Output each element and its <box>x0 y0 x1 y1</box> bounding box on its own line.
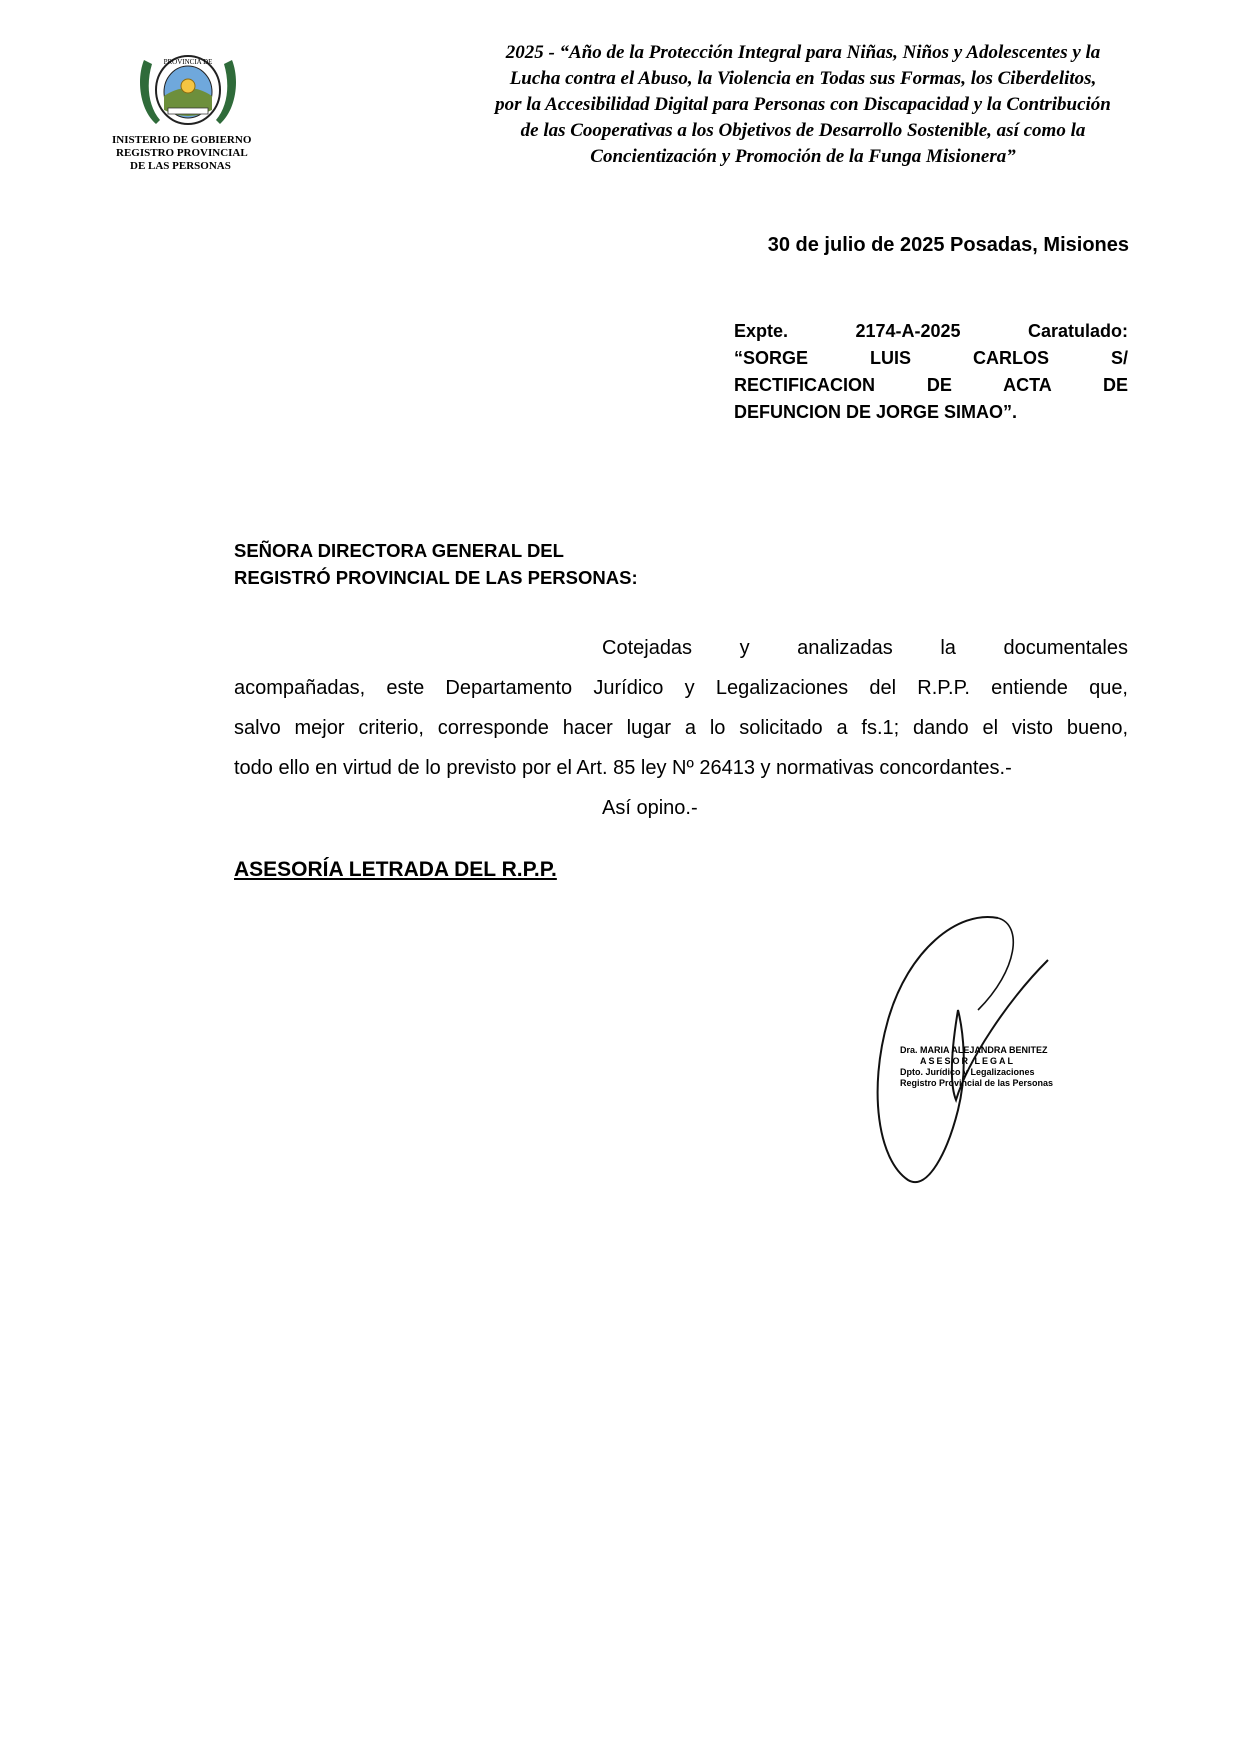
addressee-line: REGISTRÓ PROVINCIAL DE LAS PERSONAS: <box>234 567 638 588</box>
stamp-line: Registro Provincial de las Personas <box>900 1078 1054 1088</box>
ministry-line: REGISTRO PROVINCIAL <box>116 147 248 159</box>
expediente-line: Expte. 2174-A-2025 Caratulado: <box>734 321 1128 341</box>
emblem-label: PROVINCIA DE <box>163 58 213 66</box>
legal-stamp <box>900 1045 1054 1089</box>
ministry-line: INISTERIO DE GOBIERNO <box>112 134 252 146</box>
stamp-line: Dpto. Jurídico y Legalizaciones <box>900 1067 1035 1077</box>
body-text <box>234 628 1128 828</box>
ministry-line: DE LAS PERSONAS <box>130 160 231 172</box>
body-line: todo ello en virtud de lo previsto por el Art. 85 ley Nº 26413 y normativas concordantes.- <box>234 757 1012 779</box>
motto-line: Lucha contra el Abuso, la Violencia en Todas sus Formas, los Ciberdelitos, <box>509 68 1097 89</box>
motto-line: por la Accesibilidad Digital para Personas con Discapacidad y la Contribución <box>495 94 1111 115</box>
addressee-block <box>234 537 638 591</box>
stamp-line: ASESOR LEGAL <box>920 1056 1016 1066</box>
closing-line: Así opino.- <box>602 797 698 819</box>
provincial-emblem-icon <box>138 50 238 130</box>
ministry-header <box>110 134 280 173</box>
stamp-line: Dra. MARIA ALEJANDRA BENITEZ <box>900 1045 1048 1055</box>
expediente-line: “SORGE LUIS CARLOS S/ <box>734 348 1128 368</box>
addressee-line: SEÑORA DIRECTORA GENERAL DEL <box>234 540 564 561</box>
body-line: Cotejadas y analizadas la documentales <box>602 637 1128 659</box>
signoff-heading: ASESORÍA LETRADA DEL R.P.P. <box>234 858 557 881</box>
motto-line: de las Cooperativas a los Objetivos de Desarrollo Sostenible, así como la <box>520 120 1086 141</box>
body-line: salvo mejor criterio, corresponde hacer lugar a lo solicitado a fs.1; dando el visto bueno, <box>234 717 1128 739</box>
expediente-line: DEFUNCION DE JORGE SIMAO”. <box>734 402 1018 422</box>
expediente-block <box>734 318 1128 426</box>
motto-line: Concientización y Promoción de la Funga Misionera” <box>590 146 1016 167</box>
motto-line: 2025 - “Año de la Protección Integral para Niñas, Niños y Adolescentes y la <box>505 42 1101 63</box>
expediente-line: RECTIFICACION DE ACTA DE <box>734 375 1128 395</box>
body-line: acompañadas, este Departamento Jurídico y Legalizaciones del R.P.P. entiende que, <box>234 677 1128 699</box>
date-line: 30 de julio de 2025 Posadas, Misiones <box>767 234 1129 256</box>
year-motto <box>458 40 1148 170</box>
